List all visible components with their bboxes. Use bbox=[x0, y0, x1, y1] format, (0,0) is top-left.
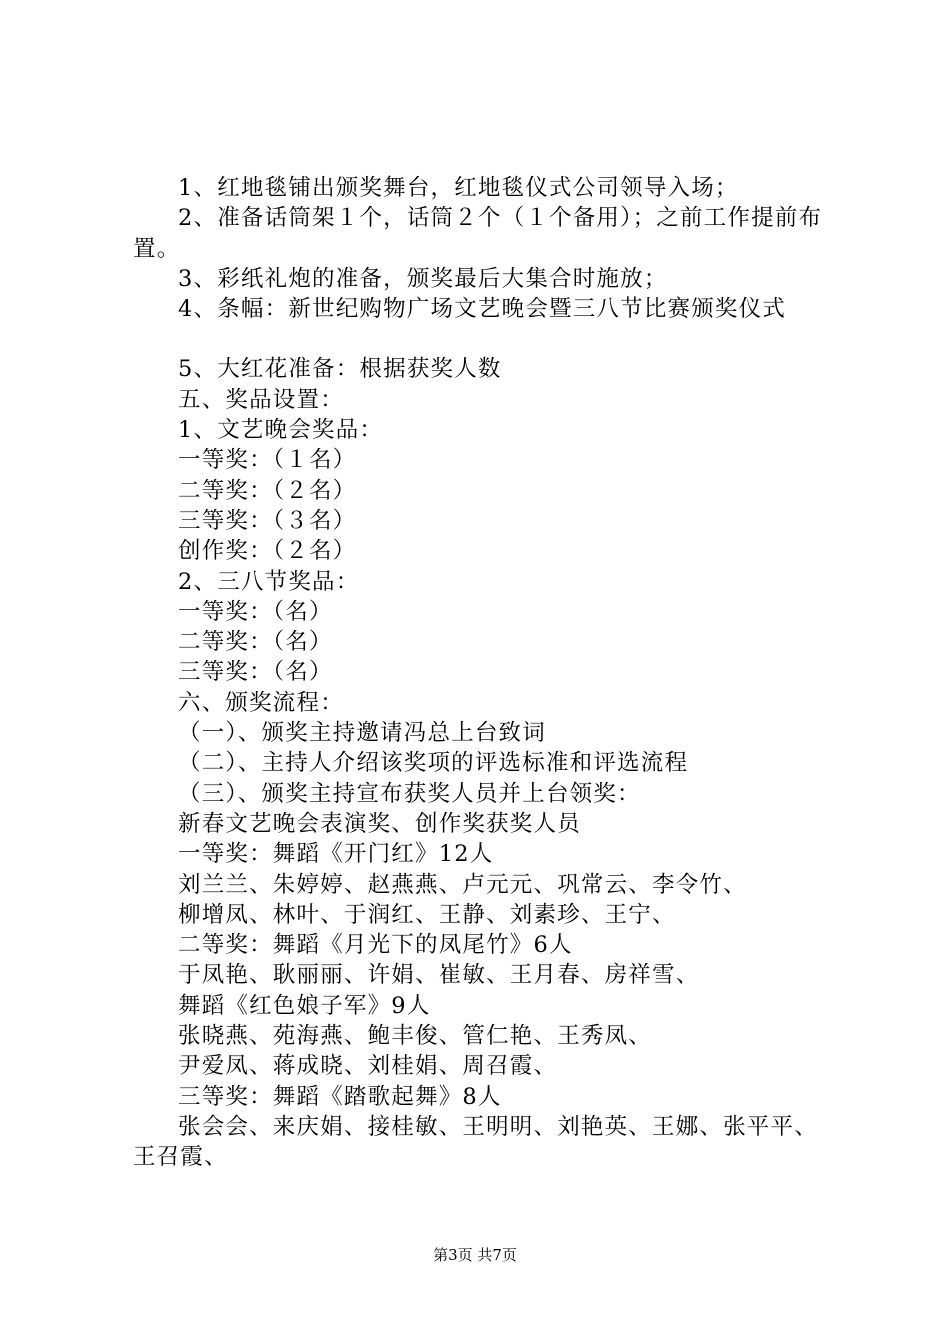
paragraph: 新春文艺晚会表演奖、创作奖获奖人员 bbox=[178, 810, 581, 837]
section-heading: 五、奖品设置： bbox=[178, 386, 344, 413]
paragraph: 3、彩纸礼炮的准备，颁奖最后大集合时施放； bbox=[178, 265, 668, 292]
paragraph: 一等奖：（１名） bbox=[178, 447, 357, 474]
paragraph: 二等奖：舞蹈《月光下的凤尾竹》6人 bbox=[178, 932, 573, 959]
name-list: 刘兰兰、朱婷婷、赵燕燕、卢元元、巩常云、李令竹、 bbox=[178, 871, 747, 898]
name-list: 于凤艳、耿丽丽、许娟、崔敏、王月春、房祥雪、 bbox=[178, 962, 700, 989]
paragraph: 三等奖：（３名） bbox=[178, 507, 357, 534]
paragraph: 1、文艺晚会奖品： bbox=[178, 417, 384, 444]
name-list: 柳增凤、林叶、于润红、王静、刘素珍、王宁、 bbox=[178, 901, 676, 928]
paragraph: 一等奖：（名） bbox=[178, 598, 333, 625]
paragraph: （三）、颁奖主持宣布获奖人员并上台领奖： bbox=[178, 780, 641, 807]
page-footer: 第3页 共7页 bbox=[433, 1246, 517, 1264]
paragraph: 一等奖：舞蹈《开门红》12人 bbox=[178, 841, 494, 868]
paragraph: 创作奖：（２名） bbox=[178, 538, 357, 565]
paragraph: 4、条幅：新世纪购物广场文艺晚会暨三八节比赛颁奖仪式 bbox=[178, 296, 787, 323]
paragraph: 1、红地毯铺出颁奖舞台，红地毯仪式公司领导入场； bbox=[178, 175, 739, 201]
paragraph: 二等奖：（名） bbox=[178, 629, 333, 656]
paragraph: 5、大红花准备：根据获奖人数 bbox=[178, 356, 502, 383]
paragraph: 二等奖：（２名） bbox=[178, 477, 357, 504]
name-list: 张会会、来庆娟、接桂敏、王明明、刘艳英、王娜、张平平、王召霞、 bbox=[133, 1113, 818, 1171]
name-list: 尹爱凤、蒋成晓、刘桂娟、周召霞、 bbox=[178, 1053, 558, 1080]
document-body bbox=[133, 173, 833, 1173]
paragraph: （二）、主持人介绍该奖项的评选标准和评选流程 bbox=[178, 750, 689, 777]
paragraph: （一）、颁奖主持邀请冯总上台致词 bbox=[178, 720, 546, 747]
paragraph: 2、准备话筒架１个，话筒２个（１个备用）；之前工作提前布置。 bbox=[133, 205, 823, 262]
paragraph: 三等奖：（名） bbox=[178, 659, 333, 686]
name-list: 张晓燕、苑海燕、鲍丰俊、管仁艳、王秀凤、 bbox=[178, 1023, 653, 1050]
paragraph: 2、三八节奖品： bbox=[178, 568, 360, 595]
section-heading: 六、颁奖流程： bbox=[178, 689, 344, 716]
blank-line bbox=[133, 324, 833, 354]
paragraph: 三等奖：舞蹈《踏歌起舞》8人 bbox=[178, 1083, 502, 1110]
paragraph: 舞蹈《红色娘子军》9人 bbox=[178, 992, 431, 1019]
